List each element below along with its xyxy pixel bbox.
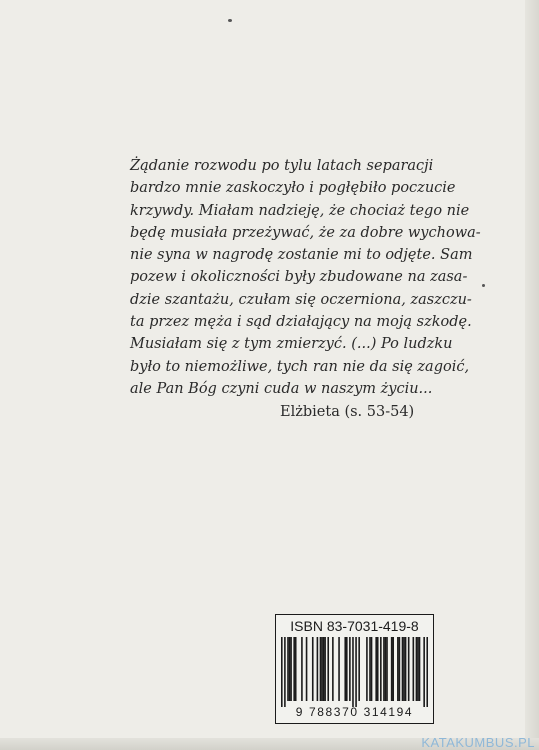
print-speck: [228, 19, 232, 22]
barcode-bar: [416, 637, 418, 701]
barcode-bar: [301, 637, 303, 701]
quote-line: bardzo mnie zaskoczyło i pogłębiło poczucie: [130, 180, 456, 197]
barcode-bar: [413, 637, 415, 701]
barcode-bar: [324, 637, 326, 701]
barcode-bar: [392, 637, 394, 701]
quote-block: [130, 155, 481, 400]
barcode-bar: [408, 637, 410, 701]
barcode-bar: [332, 637, 334, 701]
barcode-bar: [295, 637, 297, 701]
barcode-bar: [426, 637, 428, 707]
barcode-bar: [290, 637, 292, 701]
quote-line: Żądanie rozwodu po tylu latach separacji: [130, 158, 434, 174]
page-edge-right: [525, 0, 539, 750]
quote-line: ale Pan Bóg czyni cuda w naszym życiu...: [130, 380, 433, 397]
barcode-bar: [346, 637, 348, 701]
barcode-bar: [327, 637, 329, 701]
barcode-bar: [306, 637, 308, 701]
barcode-bar: [419, 637, 421, 701]
barcode-bar: [403, 637, 405, 701]
quote-line: Musiałam się z tym zmierzyć. (...) Po ludzku: [130, 336, 453, 353]
barcode-bar: [423, 637, 425, 707]
barcode-bar: [323, 637, 325, 701]
barcode-bar: [417, 637, 419, 701]
quote-line: krzywdy. Miałam nadzieję, że chociaż tego nie: [130, 202, 470, 219]
barcode-bar: [352, 637, 354, 707]
barcode-bar: [385, 637, 387, 701]
quote-line: było to niemożliwe, tych ran nie da się zagoić,: [130, 358, 470, 375]
quote-signature: Elżbieta (s. 53-54): [280, 404, 415, 420]
barcode-bar: [320, 637, 322, 701]
barcode-bar: [293, 637, 295, 701]
quote-line: nie syna w nagrodę zostanie mi to odjęte. Sam: [130, 247, 473, 264]
barcode-bar: [344, 637, 346, 701]
barcode-bar: [287, 637, 289, 701]
barcode-bar: [281, 637, 283, 707]
barcode-bar: [386, 637, 388, 701]
barcode-bar: [289, 637, 291, 701]
barcode-bar: [380, 637, 382, 701]
barcode-bar: [375, 637, 377, 701]
isbn-label: ISBN 83-7031-419-8: [290, 618, 419, 634]
site-watermark: KATAKUMBUS.PL: [421, 735, 535, 750]
quote-line: dzie szantażu, czułam się oczerniona, zaszczu-: [130, 291, 472, 308]
barcode-bar: [366, 637, 368, 701]
barcode-bar: [391, 637, 393, 701]
barcode-bar: [349, 637, 351, 701]
barcode-bar: [321, 637, 323, 701]
barcode-bar: [312, 637, 314, 701]
quote-line: będę musiała przeżywać, że za dobre wychowa-: [130, 224, 481, 241]
barcode-bar: [377, 637, 379, 701]
barcode-bar: [383, 637, 385, 701]
quote-line: ta przez męża i sąd działający na moją szkodę.: [130, 314, 472, 331]
barcode-bar: [405, 637, 407, 701]
barcode-bar: [284, 637, 286, 707]
barcode-bar: [397, 637, 399, 701]
barcode-bar: [402, 637, 404, 701]
barcode-bar: [371, 637, 373, 701]
isbn-barcode-box: [275, 614, 434, 724]
barcode-bar: [358, 637, 360, 701]
barcode-bar: [369, 637, 371, 701]
barcode-digits: 9 788370 314194: [295, 705, 414, 719]
barcode-bar: [338, 637, 340, 701]
barcode-bar: [317, 637, 319, 701]
print-speck: [482, 284, 485, 287]
barcode-image: [281, 637, 428, 707]
barcode-bar: [399, 637, 401, 701]
barcode-bar: [355, 637, 357, 707]
quote-line: pozew i okoliczności były zbudowane na zasa-: [130, 269, 468, 286]
